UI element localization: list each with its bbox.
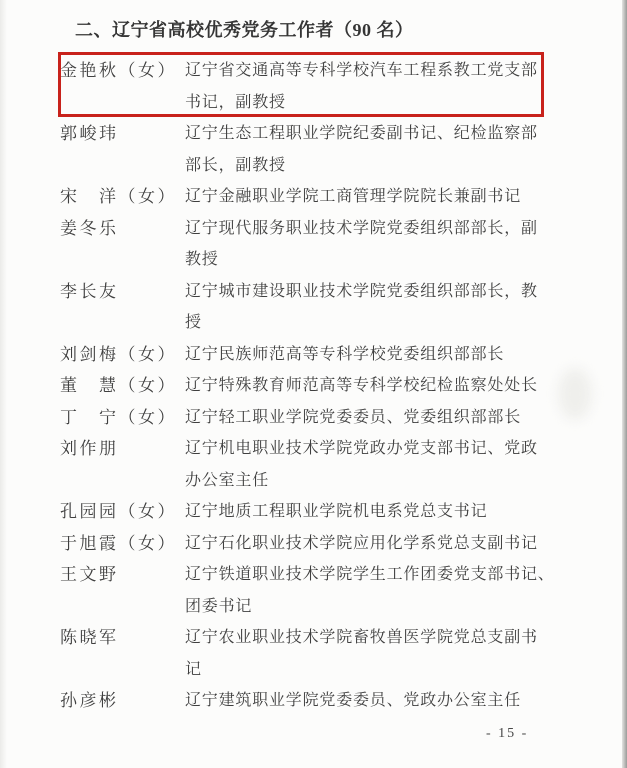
awardee-position [185, 339, 627, 371]
award-entry [60, 433, 627, 496]
awardee-position [185, 55, 627, 118]
position-line: 部长，副教授 [185, 156, 286, 174]
awardee-name: 董 慧（女） [60, 376, 177, 395]
section-title: 二、辽宁省高校优秀党务工作者（90 名） [75, 20, 414, 40]
awardee-position [185, 276, 627, 339]
page-number: - 15 - [486, 726, 529, 741]
awardee-position [185, 685, 627, 717]
awardee-name: 孙彦彬 [60, 691, 119, 710]
position-line: 辽宁特殊教育师范高等专科学校纪检监察处处长 [185, 377, 538, 394]
award-entry [60, 181, 627, 213]
position-line: 辽宁现代服务职业技术学院党委组织部部长，副 [185, 219, 538, 237]
award-entry [60, 370, 627, 402]
position-line: 辽宁铁道职业技术学院学生工作团委党支部书记、 [185, 566, 555, 583]
position-line: 授 [185, 314, 202, 331]
awardee-name: 郭峻玮 [60, 124, 119, 143]
awardee-name: 丁 宁（女） [60, 407, 177, 427]
position-line: 辽宁建筑职业学院党委委员、党政办公室主任 [185, 692, 522, 709]
award-entry [60, 213, 627, 276]
position-line: 辽宁生态工程职业学院纪委副书记、纪检监察部 [185, 125, 538, 142]
position-line: 教授 [185, 251, 219, 268]
award-entry [60, 339, 627, 371]
awardee-name: 刘剑梅（女） [60, 344, 177, 364]
awardee-name: 金艳秋（女） [60, 61, 177, 80]
position-line: 办公室主任 [185, 471, 270, 489]
awardee-position [185, 496, 627, 528]
position-line: 书记，副教授 [185, 93, 286, 111]
position-line: 辽宁民族师范高等专科学校党委组织部部长 [185, 345, 505, 363]
awardee-name: 姜冬乐 [60, 218, 119, 238]
position-line: 辽宁省交通高等专科学校汽车工程系教工党支部 [185, 62, 538, 79]
position-line: 辽宁城市建设职业技术学院党委组织部部长，教 [185, 282, 538, 300]
awardee-position [185, 433, 627, 496]
award-entry [60, 118, 627, 181]
awardee-position [185, 528, 627, 560]
award-entry [60, 528, 627, 560]
award-entry [60, 559, 627, 622]
position-line: 辽宁地质工程职业学院机电系党总支书记 [185, 503, 488, 520]
position-line: 辽宁机电职业技术学院党政办党支部书记、党政 [185, 440, 538, 457]
awardee-name: 孔园园（女） [60, 502, 177, 521]
awardee-name: 宋 洋（女） [60, 187, 177, 206]
award-entry [60, 55, 627, 118]
position-line: 辽宁金融职业学院工商管理学院院长兼副书记 [185, 188, 522, 205]
position-line: 记 [185, 660, 202, 678]
awardee-name: 于旭霞（女） [60, 533, 177, 553]
award-entry [60, 622, 627, 685]
awardee-name: 刘作朋 [60, 439, 119, 458]
position-line: 辽宁农业职业技术学院畜牧兽医学院党总支副书 [185, 629, 538, 646]
awardee-position [185, 118, 627, 181]
position-line: 辽宁石化职业技术学院应用化学系党总支副书记 [185, 534, 538, 552]
award-entry [60, 402, 627, 434]
award-entry [60, 496, 627, 528]
award-entry [60, 685, 627, 717]
award-entry [60, 276, 627, 339]
awardee-name: 王文野 [60, 565, 119, 584]
awardee-position [185, 622, 627, 685]
position-line: 团委书记 [185, 597, 253, 615]
awardee-position [185, 181, 627, 213]
awardee-position [185, 213, 627, 276]
awardee-position [185, 402, 627, 434]
awardee-name: 李长友 [60, 281, 119, 301]
awardee-position [185, 370, 627, 402]
awardee-list [60, 55, 627, 717]
awardee-position [185, 559, 627, 622]
awardee-name: 陈晓军 [60, 628, 119, 647]
position-line: 辽宁轻工职业学院党委委员、党委组织部部长 [185, 408, 522, 426]
